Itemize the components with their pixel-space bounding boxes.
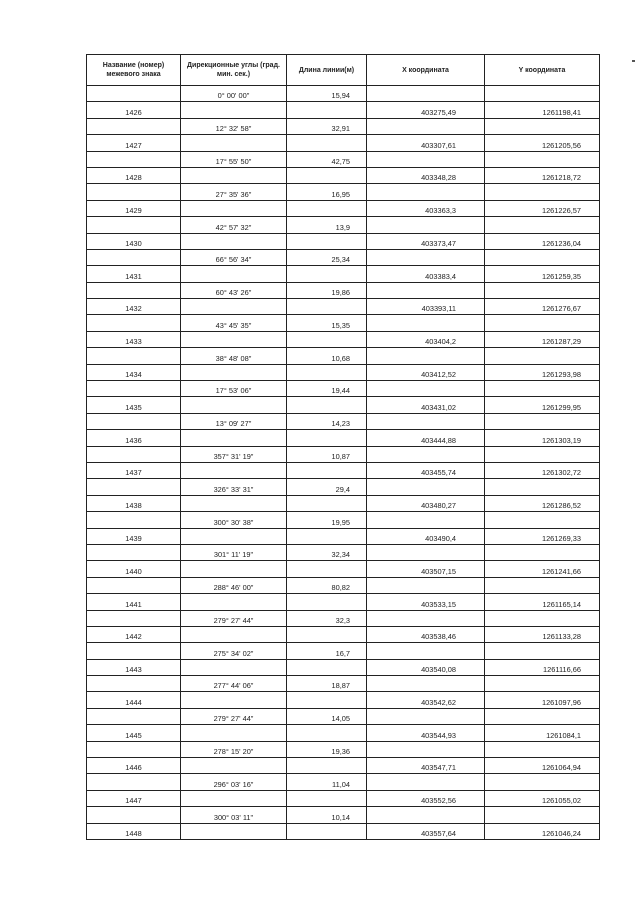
table-row xyxy=(87,462,600,478)
directional-angle-cell: 326° 33' 31" xyxy=(181,479,287,495)
line-length-cell xyxy=(287,299,367,315)
marker-name-cell xyxy=(87,151,181,167)
line-length-cell: 10,68 xyxy=(287,348,367,364)
directional-angle-cell: 279° 27' 44" xyxy=(181,708,287,724)
line-length-cell xyxy=(287,790,367,806)
x-coordinate-cell: 403533,15 xyxy=(367,594,485,610)
table-row xyxy=(87,561,600,577)
directional-angle-cell: 17° 53' 06" xyxy=(181,381,287,397)
line-length-cell: 16,95 xyxy=(287,184,367,200)
directional-angle-cell xyxy=(181,528,287,544)
y-coordinate-cell xyxy=(485,282,600,298)
x-coordinate-cell: 403542,62 xyxy=(367,692,485,708)
marker-name-cell: 1438 xyxy=(87,495,181,511)
x-coordinate-cell xyxy=(367,741,485,757)
y-coordinate-cell: 1261293,98 xyxy=(485,364,600,380)
table-row xyxy=(87,643,600,659)
line-length-cell: 14,05 xyxy=(287,708,367,724)
directional-angle-cell xyxy=(181,462,287,478)
y-coordinate-cell: 1261198,41 xyxy=(485,102,600,118)
directional-angle-cell xyxy=(181,430,287,446)
marker-name-cell: 1428 xyxy=(87,167,181,183)
y-coordinate-cell: 1261205,56 xyxy=(485,135,600,151)
line-length-cell xyxy=(287,200,367,216)
y-coordinate-cell: 1261303,19 xyxy=(485,430,600,446)
line-length-cell: 32,91 xyxy=(287,118,367,134)
marker-name-cell xyxy=(87,86,181,102)
table-row xyxy=(87,692,600,708)
table-body xyxy=(87,86,600,840)
table-row xyxy=(87,479,600,495)
marker-name-cell xyxy=(87,315,181,331)
marker-name-cell: 1433 xyxy=(87,331,181,347)
directional-angle-cell xyxy=(181,397,287,413)
y-coordinate-cell xyxy=(485,381,600,397)
table-row xyxy=(87,331,600,347)
marker-name-cell xyxy=(87,544,181,560)
header-y-coordinate: Y координата xyxy=(485,55,600,86)
line-length-cell: 15,94 xyxy=(287,86,367,102)
table-row xyxy=(87,86,600,102)
x-coordinate-cell: 403348,28 xyxy=(367,167,485,183)
y-coordinate-cell: 1261236,04 xyxy=(485,233,600,249)
x-coordinate-cell: 403393,11 xyxy=(367,299,485,315)
x-coordinate-cell: 403383,4 xyxy=(367,266,485,282)
table-row xyxy=(87,348,600,364)
marker-name-cell xyxy=(87,741,181,757)
y-coordinate-cell: 1261165,14 xyxy=(485,594,600,610)
x-coordinate-cell: 403275,49 xyxy=(367,102,485,118)
marker-name-cell: 1442 xyxy=(87,626,181,642)
y-coordinate-cell: 1261299,95 xyxy=(485,397,600,413)
table-row xyxy=(87,217,600,233)
y-coordinate-cell: 1261269,33 xyxy=(485,528,600,544)
table-row xyxy=(87,381,600,397)
y-coordinate-cell: 1261116,66 xyxy=(485,659,600,675)
line-length-cell xyxy=(287,528,367,544)
directional-angle-cell: 12° 32' 58" xyxy=(181,118,287,134)
directional-angle-cell: 300° 30' 38" xyxy=(181,512,287,528)
directional-angle-cell xyxy=(181,266,287,282)
y-coordinate-cell xyxy=(485,577,600,593)
directional-angle-cell xyxy=(181,561,287,577)
directional-angle-cell xyxy=(181,725,287,741)
line-length-cell: 29,4 xyxy=(287,479,367,495)
y-coordinate-cell: 1261259,35 xyxy=(485,266,600,282)
marker-name-cell: 1431 xyxy=(87,266,181,282)
marker-name-cell: 1435 xyxy=(87,397,181,413)
marker-name-cell xyxy=(87,413,181,429)
directional-angle-cell xyxy=(181,364,287,380)
table-row xyxy=(87,315,600,331)
marker-name-cell xyxy=(87,708,181,724)
directional-angle-cell: 275° 34' 02" xyxy=(181,643,287,659)
y-coordinate-cell xyxy=(485,249,600,265)
table-row xyxy=(87,676,600,692)
table-row xyxy=(87,413,600,429)
boundary-coordinates-table xyxy=(86,54,600,840)
line-length-cell: 32,3 xyxy=(287,610,367,626)
y-coordinate-cell xyxy=(485,479,600,495)
marker-name-cell: 1448 xyxy=(87,823,181,839)
x-coordinate-cell: 403507,15 xyxy=(367,561,485,577)
x-coordinate-cell xyxy=(367,446,485,462)
line-length-cell xyxy=(287,430,367,446)
x-coordinate-cell xyxy=(367,610,485,626)
marker-name-cell: 1437 xyxy=(87,462,181,478)
directional-angle-cell: 288° 46' 00" xyxy=(181,577,287,593)
table-row xyxy=(87,577,600,593)
x-coordinate-cell xyxy=(367,577,485,593)
directional-angle-cell: 278° 15' 20" xyxy=(181,741,287,757)
table-row xyxy=(87,200,600,216)
x-coordinate-cell xyxy=(367,708,485,724)
line-length-cell xyxy=(287,692,367,708)
marker-name-cell xyxy=(87,217,181,233)
table-row xyxy=(87,446,600,462)
x-coordinate-cell: 403373,47 xyxy=(367,233,485,249)
line-length-cell xyxy=(287,594,367,610)
table-row xyxy=(87,528,600,544)
line-length-cell xyxy=(287,626,367,642)
x-coordinate-cell: 403544,93 xyxy=(367,725,485,741)
marker-name-cell: 1430 xyxy=(87,233,181,249)
x-coordinate-cell xyxy=(367,774,485,790)
marker-name-cell: 1443 xyxy=(87,659,181,675)
directional-angle-cell xyxy=(181,200,287,216)
y-coordinate-cell: 1261055,02 xyxy=(485,790,600,806)
x-coordinate-cell: 403490,4 xyxy=(367,528,485,544)
x-coordinate-cell xyxy=(367,118,485,134)
directional-angle-cell xyxy=(181,692,287,708)
y-coordinate-cell xyxy=(485,118,600,134)
directional-angle-cell xyxy=(181,659,287,675)
table-row xyxy=(87,364,600,380)
y-coordinate-cell xyxy=(485,151,600,167)
marker-name-cell: 1434 xyxy=(87,364,181,380)
y-coordinate-cell: 1261286,52 xyxy=(485,495,600,511)
line-length-cell: 18,87 xyxy=(287,676,367,692)
marker-name-cell xyxy=(87,249,181,265)
y-coordinate-cell xyxy=(485,184,600,200)
directional-angle-cell xyxy=(181,823,287,839)
directional-angle-cell: 60° 43' 26" xyxy=(181,282,287,298)
marker-name-cell xyxy=(87,184,181,200)
header-line-length: Длина линии(м) xyxy=(287,55,367,86)
table-row xyxy=(87,790,600,806)
directional-angle-cell: 300° 03' 11" xyxy=(181,807,287,823)
table-row xyxy=(87,741,600,757)
directional-angle-cell xyxy=(181,102,287,118)
x-coordinate-cell xyxy=(367,184,485,200)
y-coordinate-cell xyxy=(485,348,600,364)
y-coordinate-cell xyxy=(485,86,600,102)
x-coordinate-cell: 403404,2 xyxy=(367,331,485,347)
marker-name-cell xyxy=(87,381,181,397)
line-length-cell xyxy=(287,364,367,380)
x-coordinate-cell: 403480,27 xyxy=(367,495,485,511)
marker-name-cell: 1445 xyxy=(87,725,181,741)
line-length-cell xyxy=(287,823,367,839)
marker-name-cell: 1441 xyxy=(87,594,181,610)
table-row xyxy=(87,659,600,675)
line-length-cell: 42,75 xyxy=(287,151,367,167)
line-length-cell xyxy=(287,758,367,774)
y-coordinate-cell xyxy=(485,413,600,429)
marker-name-cell xyxy=(87,676,181,692)
x-coordinate-cell xyxy=(367,544,485,560)
line-length-cell xyxy=(287,135,367,151)
x-coordinate-cell: 403363,3 xyxy=(367,200,485,216)
line-length-cell: 10,87 xyxy=(287,446,367,462)
table-row xyxy=(87,823,600,839)
directional-angle-cell: 17° 55' 50" xyxy=(181,151,287,167)
x-coordinate-cell: 403552,56 xyxy=(367,790,485,806)
marker-name-cell: 1436 xyxy=(87,430,181,446)
x-coordinate-cell xyxy=(367,217,485,233)
line-length-cell: 19,44 xyxy=(287,381,367,397)
directional-angle-cell xyxy=(181,626,287,642)
x-coordinate-cell: 403431,02 xyxy=(367,397,485,413)
table-row xyxy=(87,233,600,249)
table-row xyxy=(87,544,600,560)
x-coordinate-cell: 403444,88 xyxy=(367,430,485,446)
line-length-cell xyxy=(287,725,367,741)
directional-angle-cell: 66° 56' 34" xyxy=(181,249,287,265)
marker-name-cell: 1439 xyxy=(87,528,181,544)
y-coordinate-cell xyxy=(485,643,600,659)
line-length-cell xyxy=(287,331,367,347)
table-row xyxy=(87,102,600,118)
line-length-cell: 25,34 xyxy=(287,249,367,265)
x-coordinate-cell xyxy=(367,381,485,397)
x-coordinate-cell xyxy=(367,479,485,495)
line-length-cell xyxy=(287,462,367,478)
x-coordinate-cell xyxy=(367,151,485,167)
y-coordinate-cell xyxy=(485,446,600,462)
y-coordinate-cell: 1261084,1 xyxy=(485,725,600,741)
header-marker-name: Название (номер) межевого знака xyxy=(87,55,181,86)
y-coordinate-cell xyxy=(485,676,600,692)
line-length-cell xyxy=(287,167,367,183)
x-coordinate-cell xyxy=(367,413,485,429)
marker-name-cell xyxy=(87,512,181,528)
table-row xyxy=(87,282,600,298)
y-coordinate-cell: 1261241,66 xyxy=(485,561,600,577)
table-row xyxy=(87,430,600,446)
table-row xyxy=(87,758,600,774)
x-coordinate-cell xyxy=(367,643,485,659)
line-length-cell xyxy=(287,495,367,511)
y-coordinate-cell xyxy=(485,610,600,626)
y-coordinate-cell: 1261133,28 xyxy=(485,626,600,642)
line-length-cell: 80,82 xyxy=(287,577,367,593)
marker-name-cell: 1447 xyxy=(87,790,181,806)
table-row xyxy=(87,118,600,134)
line-length-cell: 14,23 xyxy=(287,413,367,429)
directional-angle-cell: 357° 31' 19" xyxy=(181,446,287,462)
marker-name-cell: 1444 xyxy=(87,692,181,708)
table-header xyxy=(87,55,600,86)
line-length-cell: 19,36 xyxy=(287,741,367,757)
table-row xyxy=(87,249,600,265)
x-coordinate-cell: 403540,08 xyxy=(367,659,485,675)
line-length-cell xyxy=(287,102,367,118)
marker-name-cell xyxy=(87,610,181,626)
directional-angle-cell xyxy=(181,495,287,511)
table-row xyxy=(87,708,600,724)
marker-name-cell xyxy=(87,643,181,659)
directional-angle-cell: 279° 27' 44" xyxy=(181,610,287,626)
line-length-cell xyxy=(287,659,367,675)
line-length-cell: 10,14 xyxy=(287,807,367,823)
y-coordinate-cell: 1261287,29 xyxy=(485,331,600,347)
table-row xyxy=(87,725,600,741)
marker-name-cell xyxy=(87,577,181,593)
x-coordinate-cell xyxy=(367,86,485,102)
marker-name-cell xyxy=(87,807,181,823)
marker-name-cell: 1432 xyxy=(87,299,181,315)
marker-name-cell xyxy=(87,479,181,495)
table-row xyxy=(87,397,600,413)
table-row xyxy=(87,807,600,823)
x-coordinate-cell: 403547,71 xyxy=(367,758,485,774)
directional-angle-cell: 43° 45' 35" xyxy=(181,315,287,331)
line-length-cell xyxy=(287,266,367,282)
y-coordinate-cell xyxy=(485,544,600,560)
x-coordinate-cell: 403307,61 xyxy=(367,135,485,151)
table-row xyxy=(87,266,600,282)
x-coordinate-cell xyxy=(367,282,485,298)
table-row xyxy=(87,774,600,790)
line-length-cell xyxy=(287,397,367,413)
y-coordinate-cell xyxy=(485,807,600,823)
y-coordinate-cell: 1261218,72 xyxy=(485,167,600,183)
table-row xyxy=(87,594,600,610)
table-row xyxy=(87,495,600,511)
marker-name-cell xyxy=(87,446,181,462)
marker-name-cell: 1440 xyxy=(87,561,181,577)
x-coordinate-cell: 403455,74 xyxy=(367,462,485,478)
table-row xyxy=(87,151,600,167)
x-coordinate-cell xyxy=(367,348,485,364)
line-length-cell xyxy=(287,561,367,577)
x-coordinate-cell: 403538,46 xyxy=(367,626,485,642)
table-row xyxy=(87,184,600,200)
directional-angle-cell: 27° 35' 36" xyxy=(181,184,287,200)
table-row xyxy=(87,299,600,315)
table-row xyxy=(87,167,600,183)
line-length-cell: 19,86 xyxy=(287,282,367,298)
directional-angle-cell xyxy=(181,594,287,610)
y-coordinate-cell xyxy=(485,217,600,233)
directional-angle-cell: 0° 00' 00" xyxy=(181,86,287,102)
directional-angle-cell: 38° 48' 08" xyxy=(181,348,287,364)
header-row xyxy=(87,55,600,86)
directional-angle-cell: 296° 03' 16" xyxy=(181,774,287,790)
directional-angle-cell: 42° 57' 32" xyxy=(181,217,287,233)
y-coordinate-cell xyxy=(485,708,600,724)
marker-name-cell xyxy=(87,774,181,790)
marker-name-cell: 1446 xyxy=(87,758,181,774)
y-coordinate-cell xyxy=(485,315,600,331)
marker-name-cell: 1427 xyxy=(87,135,181,151)
directional-angle-cell xyxy=(181,135,287,151)
x-coordinate-cell xyxy=(367,807,485,823)
marker-name-cell: 1429 xyxy=(87,200,181,216)
marker-name-cell: 1426 xyxy=(87,102,181,118)
page-edge-mark xyxy=(632,60,635,62)
marker-name-cell xyxy=(87,282,181,298)
y-coordinate-cell xyxy=(485,512,600,528)
y-coordinate-cell: 1261276,67 xyxy=(485,299,600,315)
y-coordinate-cell: 1261097,96 xyxy=(485,692,600,708)
line-length-cell: 19,95 xyxy=(287,512,367,528)
directional-angle-cell xyxy=(181,331,287,347)
line-length-cell: 13,9 xyxy=(287,217,367,233)
marker-name-cell xyxy=(87,118,181,134)
marker-name-cell xyxy=(87,348,181,364)
y-coordinate-cell: 1261046,24 xyxy=(485,823,600,839)
table-row xyxy=(87,610,600,626)
header-directional-angles: Дирекционные углы (град. мин. сек.) xyxy=(181,55,287,86)
directional-angle-cell: 301° 11' 19" xyxy=(181,544,287,560)
directional-angle-cell xyxy=(181,758,287,774)
x-coordinate-cell xyxy=(367,249,485,265)
y-coordinate-cell xyxy=(485,774,600,790)
x-coordinate-cell: 403557,64 xyxy=(367,823,485,839)
x-coordinate-cell: 403412,52 xyxy=(367,364,485,380)
directional-angle-cell xyxy=(181,167,287,183)
line-length-cell: 15,35 xyxy=(287,315,367,331)
x-coordinate-cell xyxy=(367,676,485,692)
directional-angle-cell xyxy=(181,299,287,315)
line-length-cell: 32,34 xyxy=(287,544,367,560)
table-row xyxy=(87,626,600,642)
table-row xyxy=(87,512,600,528)
y-coordinate-cell: 1261226,57 xyxy=(485,200,600,216)
line-length-cell: 11,04 xyxy=(287,774,367,790)
x-coordinate-cell xyxy=(367,512,485,528)
directional-angle-cell xyxy=(181,233,287,249)
header-x-coordinate: X координата xyxy=(367,55,485,86)
y-coordinate-cell xyxy=(485,741,600,757)
directional-angle-cell xyxy=(181,790,287,806)
directional-angle-cell: 277° 44' 06" xyxy=(181,676,287,692)
y-coordinate-cell: 1261064,94 xyxy=(485,758,600,774)
y-coordinate-cell: 1261302,72 xyxy=(485,462,600,478)
table-row xyxy=(87,135,600,151)
x-coordinate-cell xyxy=(367,315,485,331)
line-length-cell: 16,7 xyxy=(287,643,367,659)
line-length-cell xyxy=(287,233,367,249)
directional-angle-cell: 13° 09' 27" xyxy=(181,413,287,429)
